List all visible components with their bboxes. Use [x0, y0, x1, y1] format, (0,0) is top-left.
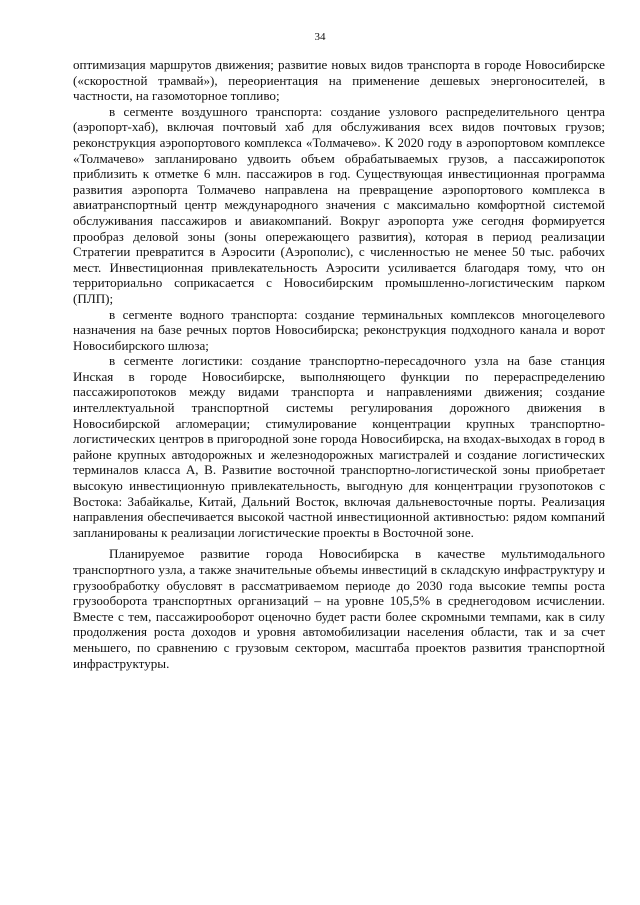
body-text — [73, 57, 605, 671]
page-number: 34 — [314, 31, 326, 43]
paragraph-logistics: в сегменте логистики: создание транспортно-пересадочного узла на базе станция Инская в городе Новосибирске, выполняющего функции по перераспределению пассажиропотоков между видами транспорта и направлениями движения; создание интеллектуальной транспортной системы регулирования дорожного движения в Новосибирской агломерации; стимулирование концентрации крупных транспортно-логистических центров в пригородной зоне города Новосибирска, на входах-выходах в город в районе крупных автодорожных и железнодорожных магистралей и создание логистических терминалов класса А, В. Развитие восточной транспортно-логистической зоны приобретает высокую инвестиционную привлекательность, выгодную для концентрации грузопотоков с Востока: Забайкалье, Китай, Дальний Восток, включая дальневосточные порты. Реализация направления обеспечивается высокой частной инвестиционной активностью: рядом компаний запланированы к реализации логистические проекты в Восточной зоне. — [73, 353, 605, 540]
paragraph-transport-routes: оптимизация маршрутов движения; развитие новых видов транспорта в городе Новосибирске («скоростной трамвай»), переориентация на применение дешевых энергоносителей, в частности, на газомоторное топливо; — [73, 57, 605, 104]
paragraph-water-transport: в сегменте водного транспорта: создание терминальных комплексов многоцелевого назначения на базе речных портов Новосибирска; реконструкция подходного канала и ворот Новосибирского шлюза; — [73, 306, 605, 353]
paragraph-multimodal-hub: Планируемое развитие города Новосибирска в качестве мультимодального транспортного узла, а также значительные объемы инвестиций в складскую инфраструктуру и грузообработку обусловят в рассматриваемом периоде до 2030 года высокие темпы роста грузооборота транспортных организаций – на уровне 105,5% в среднегодовом исчислении. Вместе с тем, пассажирооборот оценочно будет расти более скромными темпами, как в силу продолжения роста доходов и уровня автомобилизации населения области, так и за счет меньшего, по сравнению с грузовым сектором, масштаба проектов развития транспортной инфраструктуры. — [73, 546, 605, 671]
paragraph-air-transport: в сегменте воздушного транспорта: создание узлового распределительного центра (аэропорт-хаб), включая почтовый хаб для обслуживания всех видов почтовых грузов; реконструкция аэропортового комплекса «Толмачево». К 2020 году в аэропортовом комплексе «Толмачево» запланировано удвоить объем обрабатываемых грузов, а пассажиропоток приблизить к отметке 6 млн. пассажиров в год. Существующая инвестиционная программа развития аэропорта Толмачево направлена на превращение аэропортового комплекса в авиатранспортный центр международного значения с максимально комфортной системой обслуживания пассажиров и авиакомпаний. Вокруг аэропорта уже сегодня формируется прообраз деловой зоны (зоны опережающего развития), которая в период реализации Стратегии превратится в Аэросити (Аэрополис), с численностью не менее 50 тыс. рабочих мест. Инвестиционная привлекательность Аэросити усиливается благодаря тому, что он территориально соприкасается с Новосибирским промышленно-логистическим парком (ПЛП); — [73, 103, 605, 306]
